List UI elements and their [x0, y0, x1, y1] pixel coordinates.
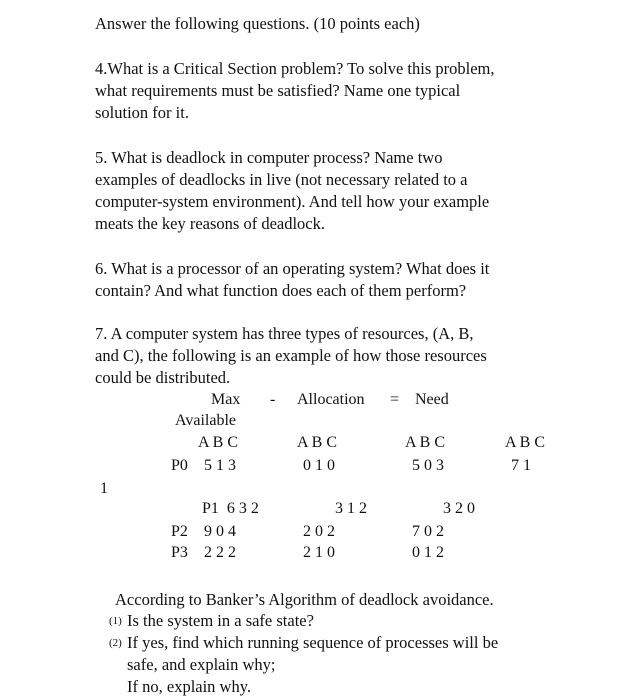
- bankers-prompt: According to Banker’s Algorithm of deadlock avoidance.: [115, 590, 494, 609]
- p2-process: P2: [171, 523, 188, 540]
- sub2-text: If yes, find which running sequence of processes will be: [127, 633, 499, 652]
- q7-line: 7. A computer system has three types of resources, (A, B,: [95, 324, 474, 343]
- p0-max: 5 1 3: [204, 457, 236, 474]
- col-header-equals: =: [390, 391, 400, 408]
- p3-process: P3: [171, 544, 188, 561]
- col-header-allocation: Allocation: [297, 391, 365, 408]
- p3-need: 0 1 2: [412, 544, 444, 561]
- p1-process-max: P1 6 3 2: [202, 500, 259, 517]
- q5-line: meats the key reasons of deadlock.: [95, 214, 326, 233]
- p1-allocation: 3 1 2: [335, 500, 367, 517]
- col-header-dash: -: [270, 391, 276, 408]
- p0-need: 5 0 3: [412, 457, 444, 474]
- subheader-allocation: A B C: [297, 434, 338, 451]
- sub2-continuation: safe, and explain why;: [127, 655, 276, 674]
- sub1-text: Is the system in a safe state?: [127, 611, 314, 630]
- q5-line: 5. What is deadlock in computer process? Name two: [95, 148, 443, 167]
- p1-need: 3 2 0: [443, 500, 475, 517]
- col-header-max: Max: [211, 391, 241, 408]
- p0-allocation: 0 1 0: [303, 457, 335, 474]
- sub1-marker: (1): [109, 615, 122, 627]
- col-header-need: Need: [415, 391, 449, 408]
- sub2-marker: (2): [109, 637, 122, 649]
- q6-line: contain? And what function does each of them perform?: [95, 281, 467, 300]
- q4-line: 4.What is a Critical Section problem? To solve this problem,: [95, 59, 495, 78]
- subheader-need: A B C: [405, 434, 446, 451]
- p3-max: 2 2 2: [204, 544, 236, 561]
- stray-number: 1: [100, 480, 108, 497]
- sub2-no-case: If no, explain why.: [127, 677, 252, 696]
- subheader-available: A B C: [505, 434, 546, 451]
- instructions-heading: Answer the following questions. (10 points each): [95, 14, 420, 33]
- p2-need: 7 0 2: [412, 523, 444, 540]
- q5-line: computer-system environment). And tell how your example: [95, 192, 490, 211]
- q5-line: examples of deadlocks in live (not necessary related to a: [95, 170, 468, 189]
- q7-line: and C), the following is an example of how those resources: [95, 346, 487, 365]
- p0-available: 7 1: [511, 457, 531, 474]
- q6-line: 6. What is a processor of an operating system? What does it: [95, 259, 490, 278]
- subheader-max: A B C: [198, 434, 239, 451]
- p0-process: P0: [171, 457, 188, 474]
- p2-max: 9 0 4: [204, 523, 236, 540]
- q4-line: what requirements must be satisfied? Name one typical: [95, 81, 461, 100]
- q4-line: solution for it.: [95, 103, 189, 122]
- p3-allocation: 2 1 0: [303, 544, 335, 561]
- q7-line: could be distributed.: [95, 368, 231, 387]
- p2-allocation: 2 0 2: [303, 523, 335, 540]
- col-header-available: Available: [175, 412, 237, 429]
